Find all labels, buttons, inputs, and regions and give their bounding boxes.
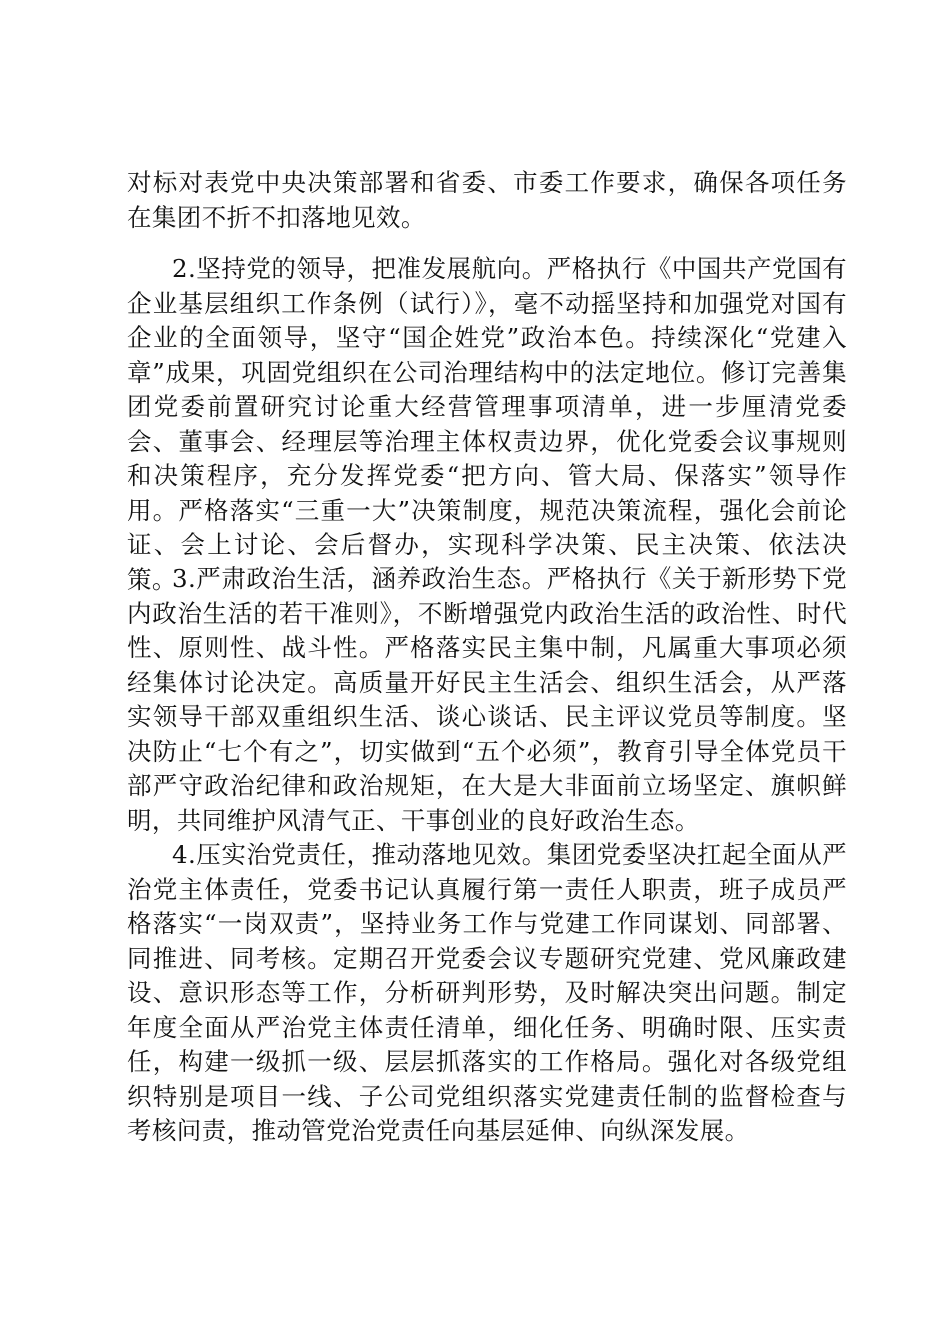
paragraph-item-3: 3.严肃政治生活，涵养政治生态。严格执行《关于新形势下党内政治生活的若干准则》，不断增强党内政治生活的政治性、时代性、原则性、战斗性。严格落实民主集中制，凡属重大事项必须经集体讨论决定。高质量开好民主生活会、组织生活会，从严落实领导干部双重组织生活、谈心谈话、民主评议党员等制度。坚决防止“七个有之”，切实做到“五个必须”，教育引导全体党员干部严守政治纪律和政治规矩，在大是大非面前立场坚定、旗帜鲜明，共同维护风清气正、干事创业的良好政治生态。 xyxy=(127,564,847,835)
paragraph-item-4: 4.压实治党责任，推动落地见效。集团党委坚决扛起全面从严治党主体责任，党委书记认真履行第一责任人职责，班子成员严格落实“一岗双责”，坚持业务工作与党建工作同谋划、同部署、同推进、同考核。定期召开党委会议专题研究党建、党风廉政建设、意识形态等工作，分析研判形势，及时解决突出问题。制定年度全面从严治党主体责任清单，细化任务、明确时限、压实责任，构建一级抓一级、层层抓落实的工作格局。强化对各级党组织特别是项目一线、子公司党组织落实党建责任制的监督检查与考核问责，推动管党治党责任向基层延伸、向纵深发展。 xyxy=(127,840,847,1145)
paragraph-continuation: 对标对表党中央决策部署和省委、市委工作要求，确保各项任务在集团不折不扣落地见效。 xyxy=(127,168,847,232)
paragraph-item-2: 2.坚持党的领导，把准发展航向。严格执行《中国共产党国有企业基层组织工作条例（试行）》，毫不动摇坚持和加强党对国有企业的全面领导，坚守“国企姓党”政治本色。持续深化“党建入章”成果，巩固党组织在公司治理结构中的法定地位。修订完善集团党委前置研究讨论重大经营管理事项清单，进一步厘清党委会、董事会、经理层等治理主体权责边界，优化党委会议事规则和决策程序，充分发挥党委“把方向、管大局、保落实”领导作用。严格落实“三重一大”决策制度，规范决策流程，强化会前论证、会上讨论、会后督办，实现科学决策、民主决策、依法决策。 xyxy=(127,254,847,594)
